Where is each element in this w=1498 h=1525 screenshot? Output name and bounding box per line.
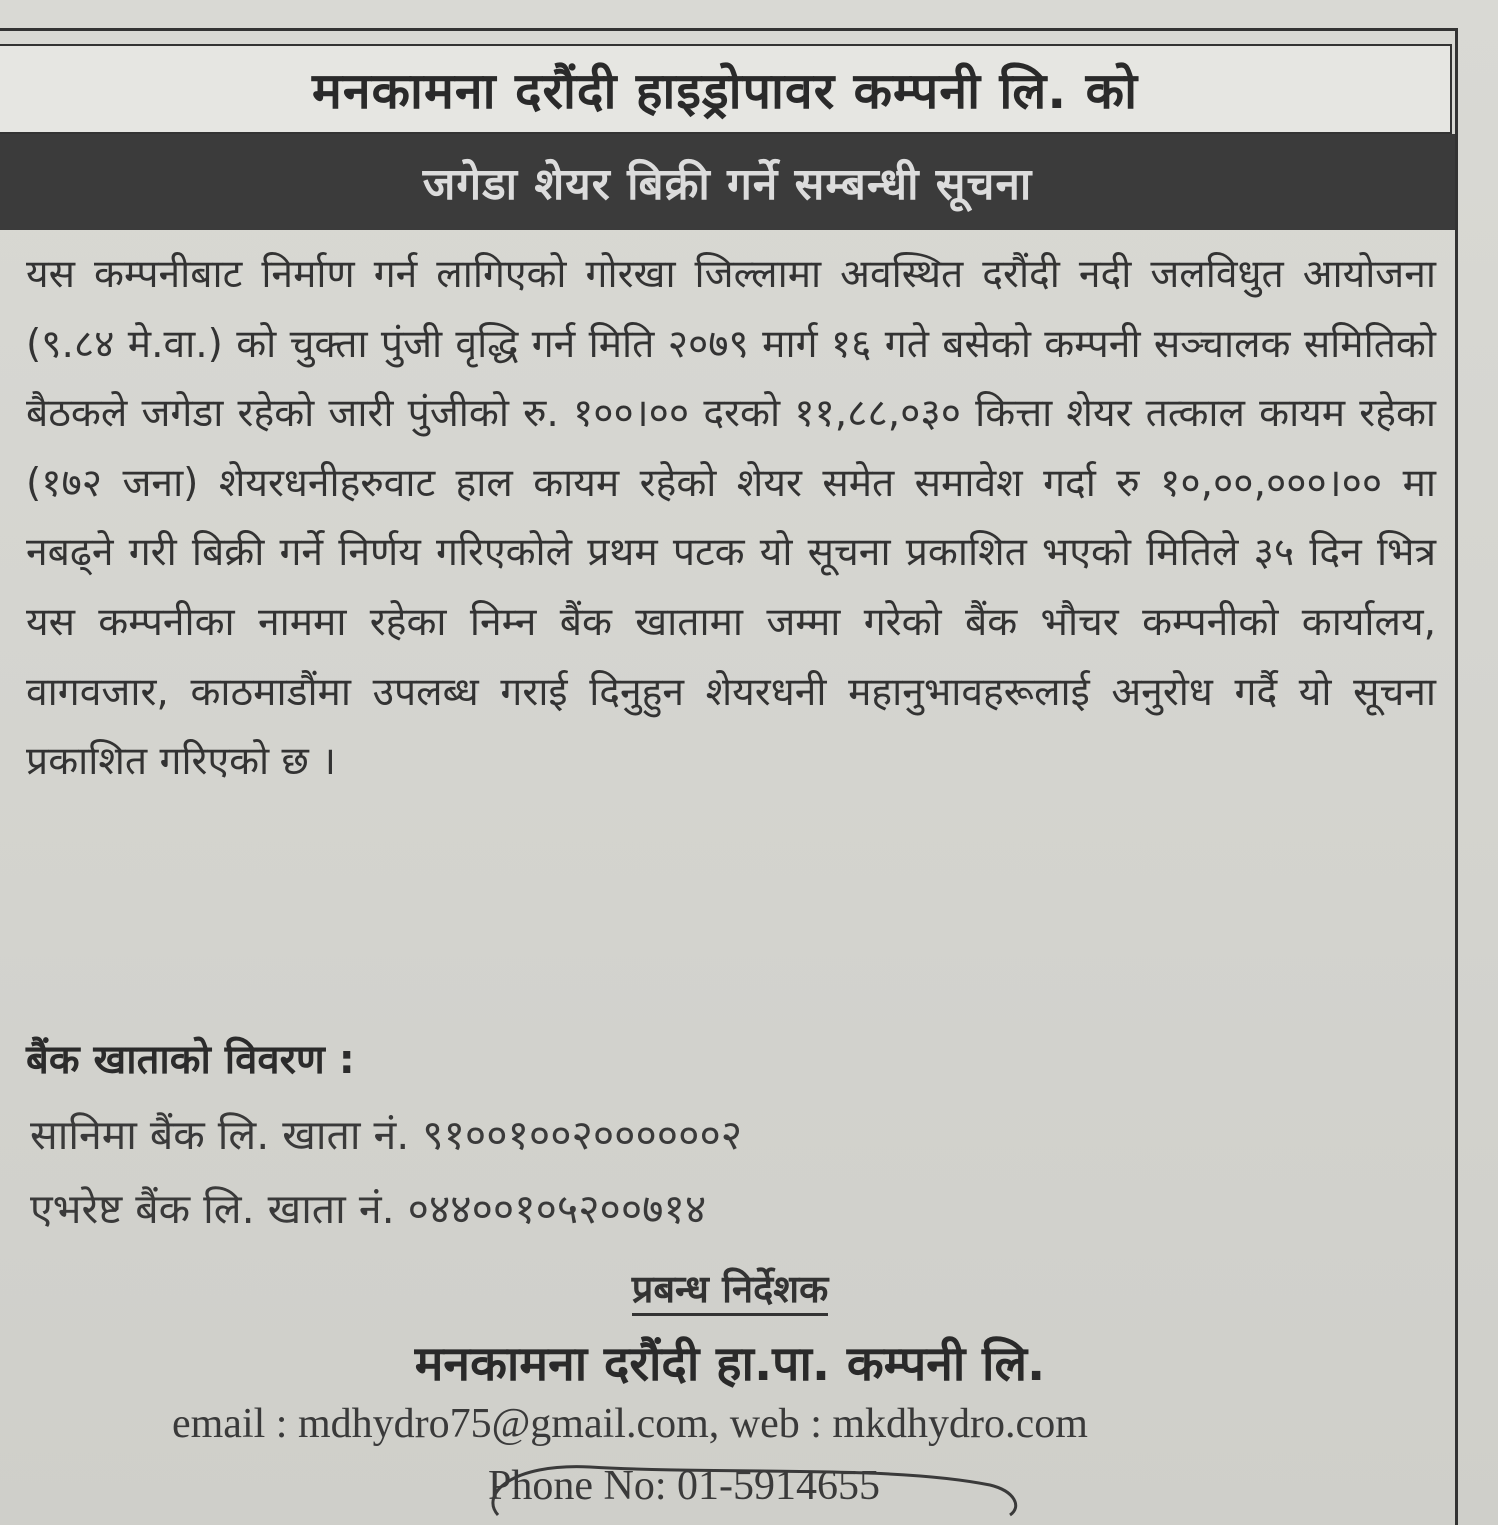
subject-banner [0,134,1455,230]
contact-line: email : mdhydro75@gmail.com, web : mkdhydro.com [172,1401,1088,1447]
bank-details-heading: बैंक खाताको विवरण : [26,1037,355,1083]
signatory-title: प्रबन्ध निर्देशक [632,1267,829,1316]
pen-scribble-mark [470,1455,1030,1525]
phone-line: Phone No: 01-5914655 [488,1463,880,1509]
signatory-company: मनकामना दरौंदी हा.पा. कम्पनी लि. [414,1336,1046,1392]
notice-body: यस कम्पनीबाट निर्माण गर्न लागिएको गोरखा जिल्लामा अवस्थित दरौंदी नदी जलविधुत आयोजना (९.८४ मे.वा.) को चुक्ता पुंजी वृद्धि गर्न मिति २०७९ मार्ग १६ गते बसेको कम्पनी सञ्चालक समितिको बैठकले जगेडा रहेको जारी पुंजीको रु. १००।०० दरको ११,८८,०३० कित्ता शेयर तत्काल कायम रहेका (१७२ जना) शेयरधनीहरुवाट हाल कायम रहेको शेयर समेत समावेश गर्दा रु १०,००,०००।०० मा नबढ्ने गरी बिक्री गर्ने निर्णय गरिएकोले प्रथम पटक यो सूचना प्रकाशित भएको मितिले ३५ दिन भित्र यस कम्पनीका नाममा रहेका निम्न बैंक खातामा जम्मा गरेको बैंक भौचर कम्पनीको कार्यालय, वागवजार, काठमाडौंमा उपलब्ध गराई दिनुहुन शेयरधनी महानुभावहरूलाई अनुरोध गर्दै यो सूचना प्रकाशित गरिएको छ । [26,252,1437,785]
subject-title: जगेडा शेयर बिक्री गर्ने सम्बन्धी सूचना [422,159,1033,210]
bank-account-everest: एभरेष्ट बैंक लि. खाता नं. ०४४००१०५२००७१४ [30,1185,707,1233]
company-header-box [0,44,1452,134]
bank-account-sanima: सानिमा बैंक लि. खाता नं. ९१००१००२००००००२ [30,1111,743,1159]
signatory-block [0,1262,1460,1314]
company-header: मनकामना दरौंदी हाइड्रोपावर कम्पनी लि. को [311,62,1139,120]
